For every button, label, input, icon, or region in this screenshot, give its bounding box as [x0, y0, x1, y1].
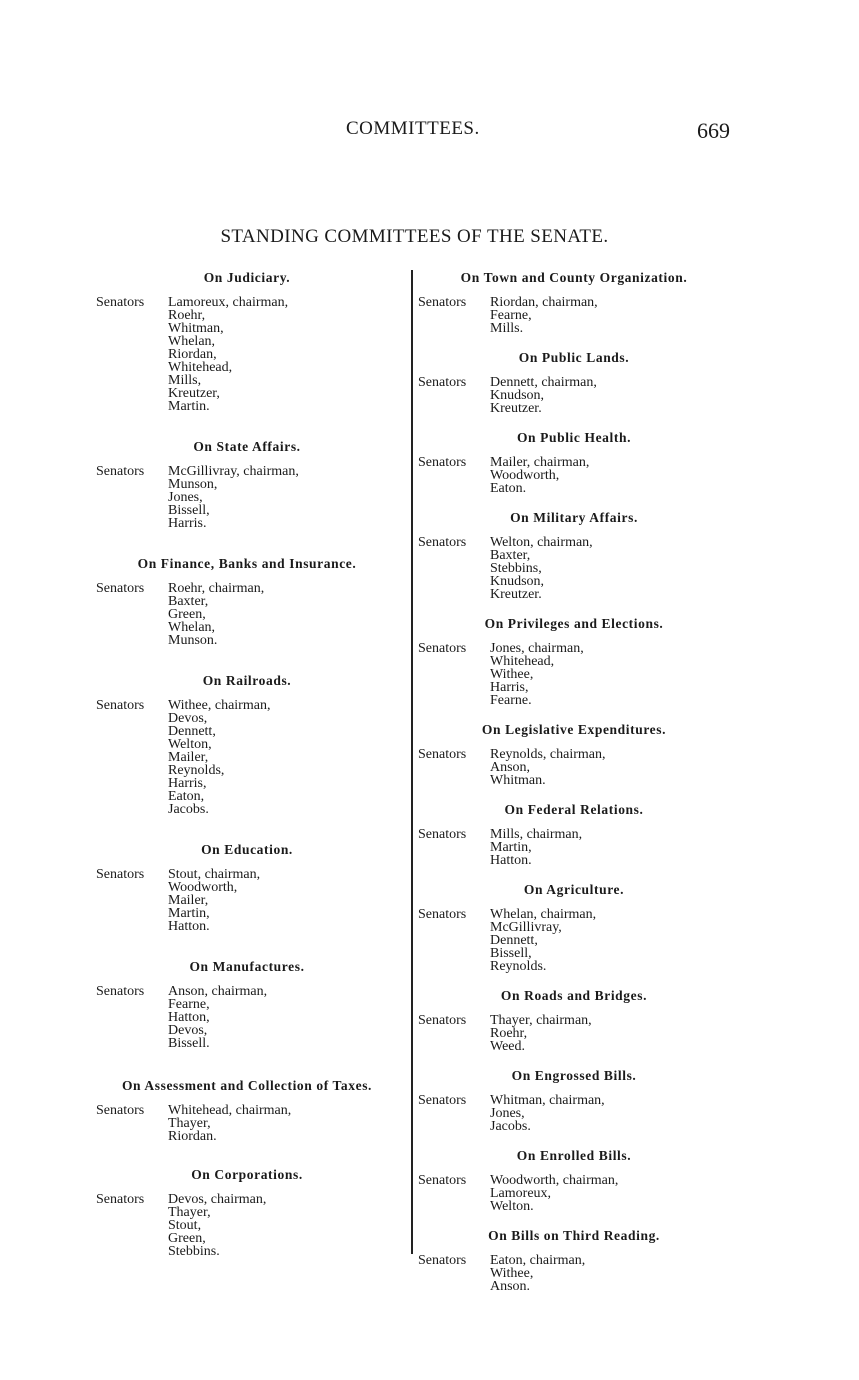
- committee-heading: On Federal Relations.: [504, 802, 644, 817]
- member-name: Whelan,: [168, 334, 216, 349]
- chairman-name: Lamoreux, chairman,: [168, 295, 289, 310]
- member-name: Lamoreux,: [490, 1186, 552, 1201]
- member-list: [168, 868, 260, 933]
- member-name: Withee,: [490, 1266, 534, 1281]
- committee-heading: On Privileges and Elections.: [484, 616, 664, 631]
- member-list: [168, 582, 264, 647]
- member-name: Knudson,: [490, 574, 545, 589]
- committee-heading: On Corporations.: [191, 1167, 303, 1182]
- running-title: COMMITTEES.: [346, 118, 480, 139]
- committee-block: [418, 882, 730, 973]
- page-number: 669: [697, 118, 730, 143]
- member-name: Roehr,: [168, 308, 206, 323]
- member-name: Anson,: [490, 760, 531, 775]
- senators-label: Senators: [418, 1013, 467, 1028]
- member-name: Fearne.: [490, 693, 532, 708]
- committee-heading: On Roads and Bridges.: [500, 988, 648, 1003]
- member-list: [490, 1014, 592, 1053]
- member-name: Woodworth,: [168, 880, 238, 895]
- member-name: Mailer,: [168, 893, 209, 908]
- member-list: [490, 456, 589, 495]
- member-name: Devos,: [168, 711, 208, 726]
- committee-heading: On Enrolled Bills.: [516, 1148, 632, 1163]
- member-name: Martin,: [168, 906, 210, 921]
- committee-heading: On Railroads.: [202, 673, 292, 688]
- senators-label: Senators: [418, 641, 467, 656]
- committee-body: [418, 748, 730, 787]
- member-list: [168, 985, 267, 1050]
- senators-label: Senators: [418, 1093, 467, 1108]
- member-name: Jacobs.: [168, 802, 209, 817]
- member-name: Eaton,: [168, 789, 205, 804]
- committee-heading: On Legislative Expenditures.: [481, 722, 667, 737]
- committee-heading: On Public Lands.: [518, 350, 630, 365]
- chairman-name: Whitehead, chairman,: [168, 1103, 292, 1118]
- member-name: Bissell,: [168, 503, 210, 518]
- member-list: [168, 1193, 266, 1258]
- member-name: Riordan,: [168, 347, 217, 362]
- committee-block: [418, 722, 730, 787]
- committee-body: [418, 536, 730, 601]
- committee-body: [418, 1254, 730, 1293]
- chairman-name: Thayer, chairman,: [490, 1013, 592, 1028]
- member-name: Hatton.: [168, 919, 210, 934]
- member-list: [490, 1254, 585, 1293]
- senators-label: Senators: [96, 1103, 145, 1118]
- senators-label: Senators: [418, 535, 467, 550]
- senators-label: Senators: [418, 295, 467, 310]
- member-name: Jacobs.: [490, 1119, 531, 1134]
- member-name: Hatton.: [490, 853, 532, 868]
- chairman-name: Dennett, chairman,: [490, 375, 597, 390]
- committee-body: [418, 828, 730, 867]
- member-name: Dennett,: [490, 933, 538, 948]
- senators-label: Senators: [96, 984, 145, 999]
- senators-label: Senators: [96, 867, 145, 882]
- committee-block: [418, 1228, 730, 1293]
- committee-block: [418, 1148, 730, 1213]
- member-name: McGillivray,: [490, 920, 562, 935]
- committee-heading: On Assessment and Collection of Taxes.: [121, 1078, 373, 1093]
- committee-block: [96, 842, 398, 933]
- chairman-name: Reynolds, chairman,: [490, 747, 606, 762]
- committee-heading: On Finance, Banks and Insurance.: [137, 556, 357, 571]
- member-list: [168, 1104, 291, 1143]
- member-name: Hatton,: [168, 1010, 210, 1025]
- member-name: Woodworth,: [490, 468, 560, 483]
- member-name: Dennett,: [168, 724, 216, 739]
- committee-heading: On Town and County Organization.: [460, 270, 688, 285]
- member-list: [168, 465, 299, 530]
- member-name: Mills,: [168, 373, 202, 388]
- senators-label: Senators: [96, 295, 145, 310]
- senators-label: Senators: [418, 747, 467, 762]
- member-name: Baxter,: [168, 594, 209, 609]
- member-name: Jones,: [490, 1106, 525, 1121]
- member-name: Harris.: [168, 516, 207, 531]
- member-name: Bissell,: [490, 946, 532, 961]
- member-name: Riordan.: [168, 1129, 217, 1144]
- committee-block: [418, 616, 730, 707]
- senators-label: Senators: [96, 464, 145, 479]
- member-list: [490, 828, 582, 867]
- committee-body: [96, 296, 398, 413]
- member-list: [490, 1094, 605, 1133]
- committee-heading: On Military Affairs.: [510, 510, 638, 525]
- chairman-name: Withee, chairman,: [168, 698, 271, 713]
- committee-heading: On Engrossed Bills.: [511, 1068, 637, 1083]
- member-list: [490, 1174, 618, 1213]
- committee-heading: On Judiciary.: [203, 270, 291, 285]
- member-name: Munson.: [168, 633, 218, 648]
- committee-body: [96, 1104, 398, 1143]
- member-list: [168, 296, 288, 413]
- committee-body: [96, 868, 398, 933]
- member-list: [490, 536, 593, 601]
- chairman-name: Devos, chairman,: [168, 1192, 267, 1207]
- member-name: Reynolds.: [490, 959, 547, 974]
- member-name: Green,: [168, 1231, 206, 1246]
- member-name: Eaton.: [490, 481, 527, 496]
- member-name: Devos,: [168, 1023, 208, 1038]
- chairman-name: Whitman, chairman,: [490, 1093, 605, 1108]
- member-name: Martin,: [490, 840, 532, 855]
- member-name: Knudson,: [490, 388, 545, 403]
- committee-body: [96, 582, 398, 647]
- page-title: STANDING COMMITTEES OF THE SENATE.: [220, 226, 609, 247]
- committee-heading: On Manufactures.: [189, 959, 305, 974]
- member-list: [490, 748, 605, 787]
- chairman-name: Eaton, chairman,: [490, 1253, 586, 1268]
- committee-block: [96, 439, 398, 530]
- committee-heading: On Bills on Third Reading.: [488, 1228, 660, 1243]
- senators-label: Senators: [418, 827, 467, 842]
- member-name: Martin.: [168, 399, 210, 414]
- committee-body: [96, 1193, 398, 1258]
- member-name: Green,: [168, 607, 206, 622]
- committee-block: [96, 959, 398, 1050]
- member-name: Reynolds,: [168, 763, 225, 778]
- committee-block: [418, 988, 730, 1053]
- member-name: Whitehead,: [168, 360, 233, 375]
- committee-block: [96, 1167, 398, 1258]
- member-name: Munson,: [168, 477, 218, 492]
- member-list: [490, 296, 598, 335]
- member-name: Thayer,: [168, 1116, 211, 1131]
- committee-block: [418, 430, 730, 495]
- chairman-name: Stout, chairman,: [168, 867, 261, 882]
- left-column: [96, 270, 398, 1258]
- chairman-name: Anson, chairman,: [168, 984, 268, 999]
- member-name: Weed.: [490, 1039, 526, 1054]
- committee-block: [418, 350, 730, 415]
- senators-label: Senators: [96, 581, 145, 596]
- member-name: Jones,: [168, 490, 203, 505]
- committee-block: [418, 510, 730, 601]
- committee-block: [418, 802, 730, 867]
- committee-block: [96, 673, 398, 816]
- member-name: Harris,: [490, 680, 529, 695]
- committee-heading: On Agriculture.: [523, 882, 625, 897]
- member-name: Fearne,: [490, 308, 532, 323]
- member-name: Stebbins,: [490, 561, 542, 576]
- column-divider: [411, 270, 413, 1254]
- committee-body: [418, 456, 730, 495]
- committee-body: [96, 699, 398, 816]
- committee-block: [418, 1068, 730, 1133]
- member-list: [490, 642, 584, 707]
- member-name: Welton.: [490, 1199, 534, 1214]
- senators-label: Senators: [418, 1253, 467, 1268]
- senators-label: Senators: [418, 455, 467, 470]
- member-name: Withee,: [490, 667, 534, 682]
- committee-body: [418, 376, 730, 415]
- member-name: Kreutzer.: [490, 401, 542, 416]
- member-name: Whitehead,: [490, 654, 555, 669]
- member-name: Mailer,: [168, 750, 209, 765]
- chairman-name: Mailer, chairman,: [490, 455, 590, 470]
- member-name: Mills.: [490, 321, 524, 336]
- chairman-name: Riordan, chairman,: [490, 295, 598, 310]
- right-column: [418, 270, 730, 1293]
- member-name: Whitman.: [490, 773, 546, 788]
- member-list: [168, 699, 270, 816]
- member-name: Fearne,: [168, 997, 210, 1012]
- senators-label: Senators: [418, 1173, 467, 1188]
- member-name: Anson.: [490, 1279, 531, 1294]
- member-list: [490, 908, 596, 973]
- member-name: Welton,: [168, 737, 212, 752]
- member-name: Stebbins.: [168, 1244, 220, 1259]
- senators-label: Senators: [96, 1192, 145, 1207]
- chairman-name: Welton, chairman,: [490, 535, 593, 550]
- member-name: Bissell.: [168, 1036, 210, 1051]
- committee-heading: On Public Health.: [516, 430, 632, 445]
- chairman-name: Roehr, chairman,: [168, 581, 265, 596]
- member-name: Kreutzer.: [490, 587, 542, 602]
- member-name: Kreutzer,: [168, 386, 220, 401]
- senators-label: Senators: [418, 375, 467, 390]
- committee-block: [418, 270, 730, 335]
- committee-body: [96, 985, 398, 1050]
- chairman-name: Whelan, chairman,: [490, 907, 597, 922]
- member-name: Stout,: [168, 1218, 202, 1233]
- committee-body: [418, 642, 730, 707]
- member-name: Thayer,: [168, 1205, 211, 1220]
- member-name: Harris,: [168, 776, 207, 791]
- chairman-name: Woodworth, chairman,: [490, 1173, 619, 1188]
- member-name: Roehr,: [490, 1026, 528, 1041]
- chairman-name: McGillivray, chairman,: [168, 464, 299, 479]
- committee-block: [96, 270, 398, 413]
- committee-body: [418, 296, 730, 335]
- committee-body: [418, 1174, 730, 1213]
- committee-heading: On Education.: [201, 842, 293, 857]
- committee-block: [96, 1078, 398, 1143]
- senators-label: Senators: [418, 907, 467, 922]
- member-name: Whelan,: [168, 620, 216, 635]
- chairman-name: Mills, chairman,: [490, 827, 583, 842]
- member-name: Baxter,: [490, 548, 531, 563]
- committee-heading: On State Affairs.: [193, 439, 301, 454]
- member-list: [490, 376, 597, 415]
- member-name: Whitman,: [168, 321, 224, 336]
- senators-label: Senators: [96, 698, 145, 713]
- committee-body: [96, 465, 398, 530]
- committee-body: [418, 908, 730, 973]
- committee-block: [96, 556, 398, 647]
- committee-body: [418, 1014, 730, 1053]
- chairman-name: Jones, chairman,: [490, 641, 584, 656]
- committee-body: [418, 1094, 730, 1133]
